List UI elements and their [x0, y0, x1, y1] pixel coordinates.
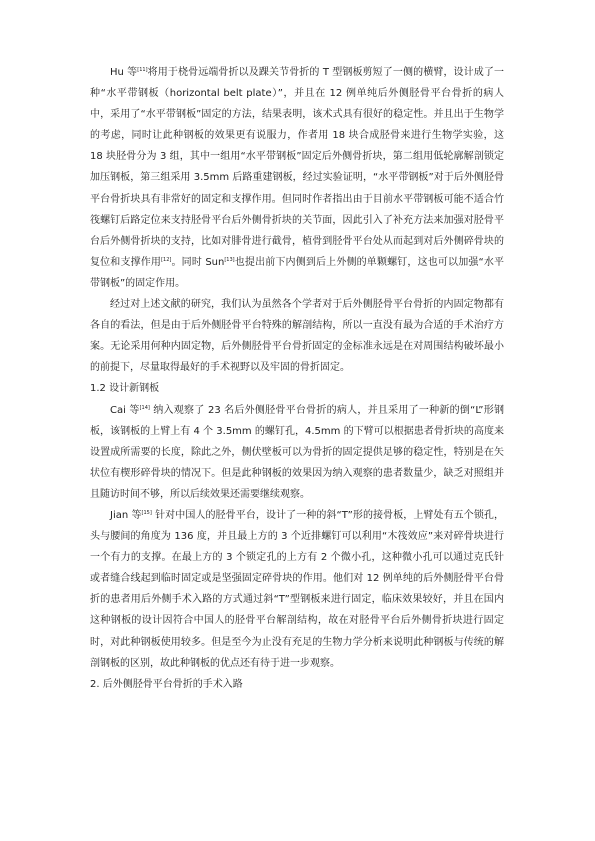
paragraph-text: 纳入观察了 23 名后外侧胫骨平台骨折的病人，并且采用了一种新的倒“L”形钢板，该钢板的上臂上有 4 个 3.5mm 的螺钉孔，4.5mm 的下臂可以根据患者骨折块的高度来设置成所需要的长度，除此之外，侧伏壁板可以为骨折的固定提供足够的稳定性，特别是在矢状位有楔形碎骨块的情况下。但是此种钢板的效果因为纳入观察的患者数量少，缺乏对照组并且随访时间不够，所以后续效果还需要继续观察。: [90, 404, 504, 500]
citation-ref: [12]: [161, 256, 172, 263]
paragraph-lead: Hu 等: [110, 67, 138, 78]
section-heading: 1.2 设计新钢板: [90, 383, 160, 395]
citation-ref: [13]: [224, 256, 235, 263]
paragraph-summary: 经过对上述文献的研究，我们认为虽然各个学者对于后外侧胫骨平台骨折的内固定物都有各自的看法，但是由于后外侧胫骨平台特殊的解剖结构，所以一直没有最为合适的手术治疗方案。无论采用何种内固定物，后外侧胫骨平台骨折固定的金标准永远是在对周围结构破坏最小的前提下，尽量取得最好的手术视野以及牢固的骨折固定。: [90, 299, 504, 374]
paragraph-text: 也提出前下内侧到后上外侧的单颗螺钉，这也可以加强“水平带钢板”的固定作用。: [90, 256, 504, 289]
paragraph-text: 将用于桡骨远端骨折以及踝关节骨折的 T 型钢板剪短了一侧的横臂，设计成了一种“水平带钢板（horizontal belt plate）”，并且在 12 例单纯后外侧胫骨平台骨折的病人中，采用了“水平带钢板”固定的方法，结果表明，该术式具有很好的稳定性。并且出于生物学的考虑，同时让此种钢板的效果更有说服力，作者用 18 块合成胫骨来进行生物学实验，这 18 块胫骨分为 3 组，其中一组用“水平带钢板”固定后外侧骨折块，第二组用低轮廓解剖锁定加压钢板，第三组采用 3.5mm 后路重建钢板，经过实验证明，“水平带钢板”对于后外侧胫骨平台骨折块具有非常好的固定和支撑作用。但同时作者指出由于目前水平带钢板可能不适合竹筏螺钉后路定位来支持胫骨平台后外侧骨折块的关节面，因此引入了补充方法来加强对胫骨平台后外侧骨折块的支持，比如对腓骨进行截骨，植骨到胫骨平台处从而起到对后外侧碎骨块的复位和支撑作用: [90, 67, 504, 268]
paragraph-lead: Cai 等: [110, 404, 140, 416]
citation-ref: [14]: [139, 404, 150, 411]
citation-ref: [15]: [141, 509, 152, 516]
document-body: [90, 62, 504, 695]
paragraph-text: 针对中国人的胫骨平台，设计了一种的斜“T”形的接骨板，上臂处有五个锁孔，头与腰间的角度为 136 度，并且最上方的 3 个近排螺钉可以利用“木筏效应”来对碎骨块进行一个有力的支撑。在最上方的 3 个锁定孔的上方有 2 个微小孔，这种微小孔可以通过克氏针或者缝合线起到临时固定或是坚强固定碎骨块的作用。他们对 12 例单纯的后外侧胫骨平台骨折的患者用后外侧手术入路的方式通过斜“T”型钢板来进行固定，临床效果较好，并且在国内这种钢板的设计因符合中国人的胫骨平台解剖结构，故在对胫骨平台后外侧骨折块进行固定时，对此种钢板使用较多。但是至今为止没有充足的生物力学分析来说明此种钢板与传统的解剖钢板的区别，故此种钢板的优点还有待于进一步观察。: [90, 509, 505, 669]
paragraph-jian: [90, 505, 504, 674]
section-heading: 2. 后外侧胫骨平台骨折的手术入路: [90, 678, 243, 690]
paragraph-lead: Jian 等: [110, 509, 142, 521]
paragraph-hu: [90, 62, 504, 294]
paragraph-cai: [90, 400, 504, 505]
paragraph-text: 。同时 Sun: [171, 256, 225, 268]
citation-ref: [11]: [137, 67, 148, 73]
